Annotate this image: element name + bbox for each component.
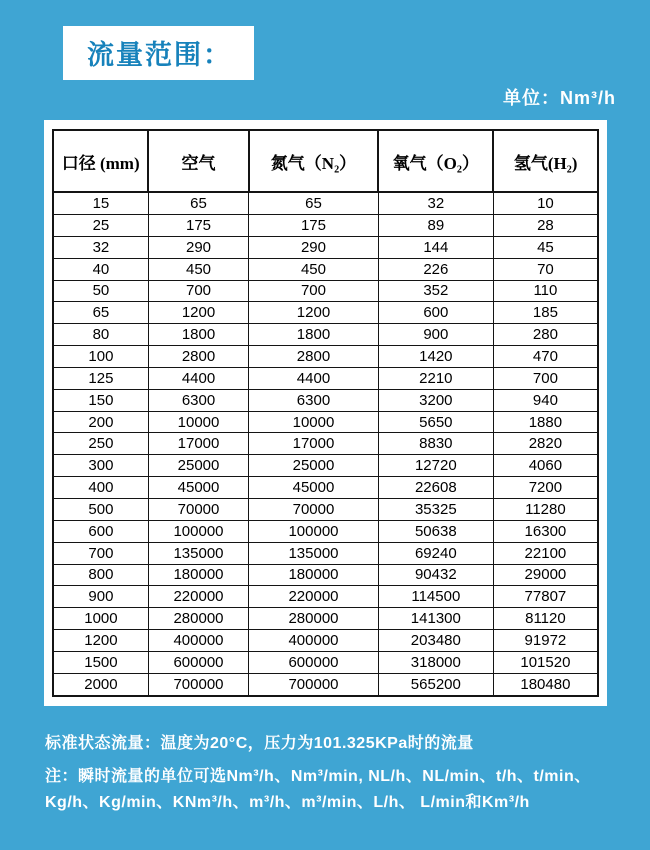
table-cell: 180000	[249, 564, 379, 586]
table-cell: 175	[249, 215, 379, 237]
table-cell: 32	[378, 192, 493, 215]
table-cell: 65	[148, 192, 248, 215]
table-cell: 1500	[53, 651, 148, 673]
table-cell: 8830	[378, 433, 493, 455]
table-cell: 10000	[148, 411, 248, 433]
table-cell: 180480	[493, 673, 598, 696]
table-cell: 700	[148, 280, 248, 302]
table-cell: 65	[53, 302, 148, 324]
column-header-oxygen: 氧气（O₂）	[378, 130, 493, 192]
table-cell: 110	[493, 280, 598, 302]
table-cell: 91972	[493, 630, 598, 652]
table-row	[53, 411, 598, 433]
table-row	[53, 499, 598, 521]
table-cell: 32	[53, 236, 148, 258]
table-cell: 700000	[148, 673, 248, 696]
table-cell: 65	[249, 192, 379, 215]
table-cell: 70000	[249, 499, 379, 521]
table-cell: 10	[493, 192, 598, 215]
table-cell: 81120	[493, 608, 598, 630]
table-row	[53, 433, 598, 455]
table-cell: 7200	[493, 477, 598, 499]
table-cell: 22100	[493, 542, 598, 564]
table-cell: 50	[53, 280, 148, 302]
table-cell: 40	[53, 258, 148, 280]
table-cell: 290	[148, 236, 248, 258]
table-row	[53, 586, 598, 608]
table-cell: 450	[249, 258, 379, 280]
table-cell: 2000	[53, 673, 148, 696]
table-row	[53, 389, 598, 411]
table-cell: 940	[493, 389, 598, 411]
table-cell: 25000	[249, 455, 379, 477]
table-cell: 180000	[148, 564, 248, 586]
table-cell: 220000	[249, 586, 379, 608]
table-cell: 22608	[378, 477, 493, 499]
table-cell: 280000	[249, 608, 379, 630]
table-row	[53, 520, 598, 542]
table-cell: 600000	[148, 651, 248, 673]
table-row	[53, 608, 598, 630]
table-cell: 2800	[148, 346, 248, 368]
table-cell: 90432	[378, 564, 493, 586]
table-row	[53, 542, 598, 564]
table-row	[53, 367, 598, 389]
table-cell: 114500	[378, 586, 493, 608]
table-cell: 226	[378, 258, 493, 280]
flow-range-table-container	[44, 120, 607, 706]
table-cell: 10000	[249, 411, 379, 433]
table-cell: 700	[249, 280, 379, 302]
table-cell: 470	[493, 346, 598, 368]
table-cell: 125	[53, 367, 148, 389]
column-header-nitrogen: 氮气（N₂）	[249, 130, 379, 192]
table-cell: 250	[53, 433, 148, 455]
table-cell: 6300	[148, 389, 248, 411]
table-row	[53, 302, 598, 324]
table-cell: 17000	[249, 433, 379, 455]
table-row	[53, 346, 598, 368]
table-cell: 100000	[148, 520, 248, 542]
table-cell: 77807	[493, 586, 598, 608]
table-cell: 2210	[378, 367, 493, 389]
table-cell: 1200	[53, 630, 148, 652]
table-cell: 5650	[378, 411, 493, 433]
table-cell: 144	[378, 236, 493, 258]
table-row	[53, 236, 598, 258]
table-row	[53, 280, 598, 302]
table-cell: 1800	[249, 324, 379, 346]
table-cell: 35325	[378, 499, 493, 521]
table-row	[53, 651, 598, 673]
table-cell: 1800	[148, 324, 248, 346]
column-header-air: 空气	[148, 130, 248, 192]
table-cell: 175	[148, 215, 248, 237]
table-cell: 900	[378, 324, 493, 346]
table-cell: 16300	[493, 520, 598, 542]
table-cell: 600	[53, 520, 148, 542]
table-cell: 70	[493, 258, 598, 280]
table-cell: 141300	[378, 608, 493, 630]
table-cell: 1880	[493, 411, 598, 433]
table-cell: 1200	[249, 302, 379, 324]
table-cell: 45000	[148, 477, 248, 499]
table-cell: 280	[493, 324, 598, 346]
column-header-hydrogen: 氢气(H₂)	[493, 130, 598, 192]
table-cell: 135000	[249, 542, 379, 564]
table-cell: 450	[148, 258, 248, 280]
footnotes	[45, 730, 611, 815]
table-cell: 101520	[493, 651, 598, 673]
table-cell: 4400	[249, 367, 379, 389]
table-cell: 400000	[249, 630, 379, 652]
table-cell: 318000	[378, 651, 493, 673]
unit-label: 单位：Nm³/h	[503, 88, 616, 108]
table-cell: 2820	[493, 433, 598, 455]
table-cell: 565200	[378, 673, 493, 696]
table-cell: 185	[493, 302, 598, 324]
table-body	[53, 192, 598, 696]
unit-options-note: 注：瞬时流量的单位可选Nm³/h、Nm³/min, NL/h、NL/min、t/h、t/min、Kg/h、Kg/min、KNm³/h、m³/h、m³/min、L/h、 L/min和Km³/h	[45, 768, 591, 811]
table-row	[53, 258, 598, 280]
page-title-box	[63, 26, 254, 80]
table-row	[53, 564, 598, 586]
table-cell: 600000	[249, 651, 379, 673]
table-cell: 220000	[148, 586, 248, 608]
table-cell: 6300	[249, 389, 379, 411]
table-row	[53, 477, 598, 499]
table-cell: 100	[53, 346, 148, 368]
table-row	[53, 215, 598, 237]
table-cell: 100000	[249, 520, 379, 542]
table-cell: 29000	[493, 564, 598, 586]
page-title: 流量范围：	[87, 40, 232, 70]
table-cell: 50638	[378, 520, 493, 542]
standard-condition-note: 标准状态流量：温度为20°C，压力为101.325KPa时的流量	[45, 735, 474, 752]
table-cell: 800	[53, 564, 148, 586]
table-cell: 352	[378, 280, 493, 302]
table-cell: 400000	[148, 630, 248, 652]
table-cell: 700000	[249, 673, 379, 696]
table-cell: 200	[53, 411, 148, 433]
table-header-row	[53, 130, 598, 192]
table-cell: 1000	[53, 608, 148, 630]
table-cell: 135000	[148, 542, 248, 564]
table-cell: 3200	[378, 389, 493, 411]
table-cell: 15	[53, 192, 148, 215]
table-cell: 290	[249, 236, 379, 258]
table-cell: 17000	[148, 433, 248, 455]
table-cell: 4060	[493, 455, 598, 477]
table-cell: 150	[53, 389, 148, 411]
table-cell: 203480	[378, 630, 493, 652]
table-cell: 700	[493, 367, 598, 389]
table-cell: 900	[53, 586, 148, 608]
flow-range-table	[52, 129, 599, 697]
table-cell: 28	[493, 215, 598, 237]
table-cell: 25000	[148, 455, 248, 477]
table-cell: 12720	[378, 455, 493, 477]
table-cell: 70000	[148, 499, 248, 521]
table-cell: 400	[53, 477, 148, 499]
table-cell: 600	[378, 302, 493, 324]
table-cell: 25	[53, 215, 148, 237]
table-row	[53, 192, 598, 215]
table-cell: 2800	[249, 346, 379, 368]
table-cell: 45000	[249, 477, 379, 499]
table-cell: 700	[53, 542, 148, 564]
table-cell: 1200	[148, 302, 248, 324]
table-cell: 4400	[148, 367, 248, 389]
table-cell: 45	[493, 236, 598, 258]
table-cell: 280000	[148, 608, 248, 630]
table-cell: 89	[378, 215, 493, 237]
table-row	[53, 324, 598, 346]
table-row	[53, 673, 598, 696]
table-cell: 11280	[493, 499, 598, 521]
table-cell: 80	[53, 324, 148, 346]
table-row	[53, 455, 598, 477]
table-header	[53, 130, 598, 192]
table-cell: 300	[53, 455, 148, 477]
table-cell: 500	[53, 499, 148, 521]
table-cell: 1420	[378, 346, 493, 368]
table-row	[53, 630, 598, 652]
column-header-diameter: 口径 (mm)	[53, 130, 148, 192]
table-cell: 69240	[378, 542, 493, 564]
